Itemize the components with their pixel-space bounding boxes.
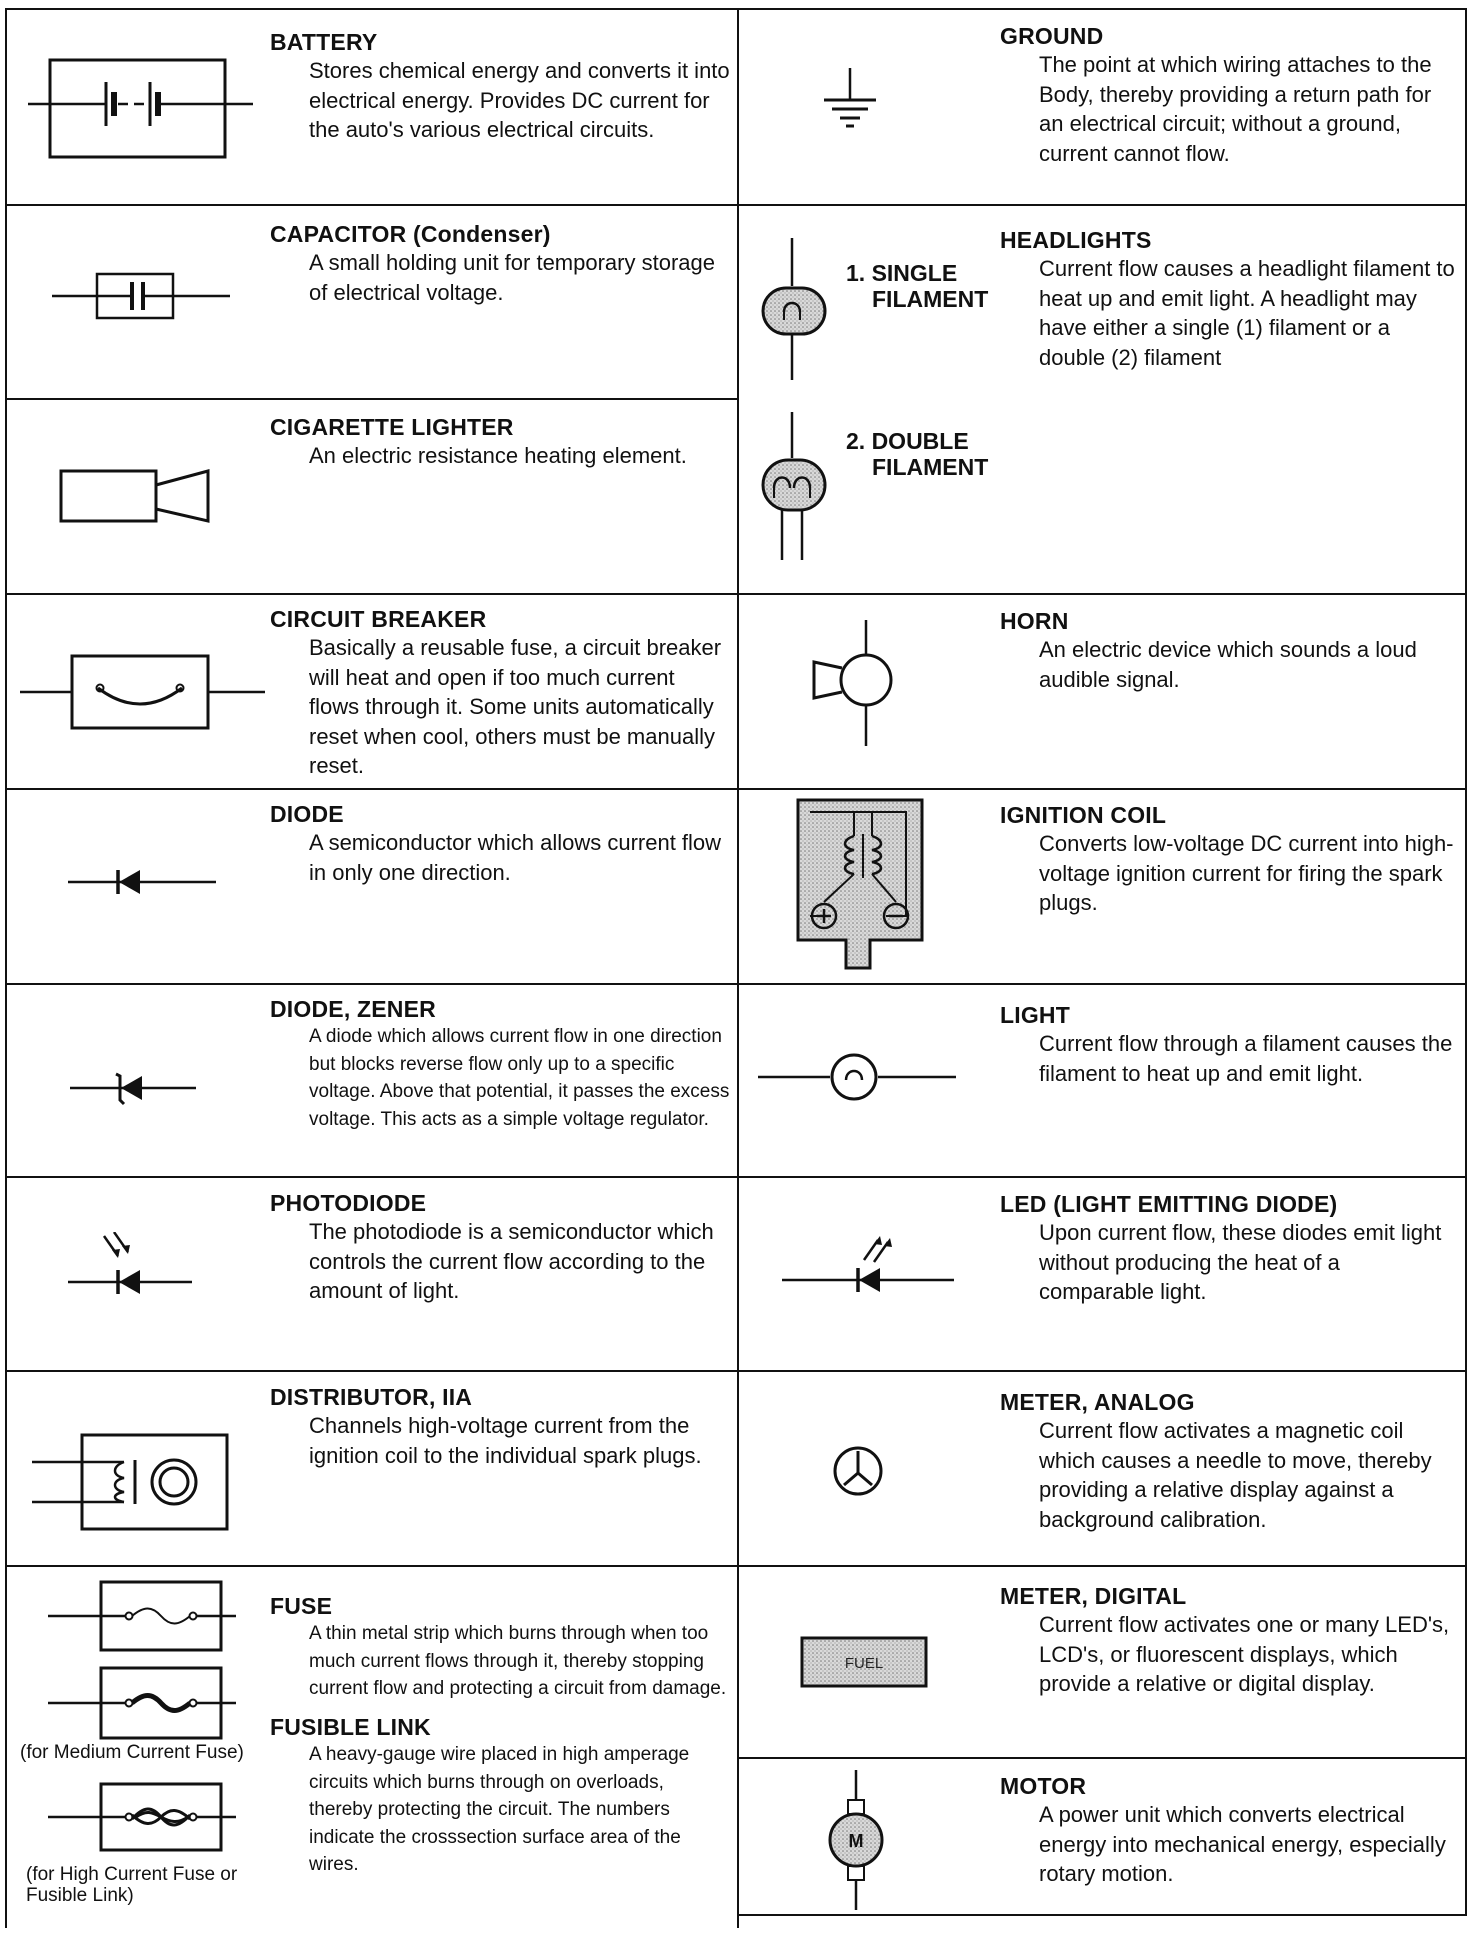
zener-diode-title: DIODE, ZENER — [270, 996, 436, 1022]
digital-meter-symbol — [800, 1636, 928, 1688]
table-top-border — [5, 8, 1467, 10]
photodiode-title: PHOTODIODE — [270, 1190, 427, 1216]
column-divider — [737, 8, 739, 1928]
high-current-fuse-caption — [26, 1864, 237, 1906]
high-current-caption-line-1: (for High Current Fuse or — [26, 1864, 238, 1885]
row-divider — [5, 204, 1467, 206]
diode-entry — [270, 800, 730, 887]
digital-meter-description: Current flow activates one or many LED's, LCD's, or fluorescent displays, which provide a relative or digital display. — [1039, 1612, 1450, 1696]
ground-title: GROUND — [1000, 23, 1104, 49]
analog-meter-title: METER, ANALOG — [1000, 1389, 1195, 1415]
medium-current-fuse-caption: (for Medium Current Fuse) — [20, 1742, 244, 1763]
led-symbol — [782, 1232, 958, 1302]
distributor-entry — [270, 1383, 730, 1470]
light-description: Current flow through a filament causes the filament to heat up and emit light. — [1039, 1031, 1453, 1086]
analog-meter-symbol — [830, 1443, 886, 1499]
fusible-link-title: FUSIBLE LINK — [270, 1714, 431, 1740]
headlights-title: HEADLIGHTS — [1000, 227, 1152, 253]
fuse-description: A thin metal strip which burns through when too much current flows through it, thereby stopping current flow and protecting a circuit from damage. — [309, 1623, 727, 1699]
fusible-link-description: A heavy-gauge wire placed in high amperage circuits which burns through on overloads, thereby protecting the circuit. The numbers indicate the crosssection surface area of the wires. — [309, 1744, 690, 1875]
motor-entry — [1000, 1772, 1458, 1889]
single-filament-label — [846, 260, 988, 312]
analog-meter-description: Current flow activates a magnetic coil which causes a needle to move, thereby providing a relative display against a background calibration. — [1039, 1418, 1432, 1532]
motor-title: MOTOR — [1000, 1773, 1087, 1799]
medium-current-fuse-symbol — [48, 1666, 238, 1740]
row-divider — [5, 398, 739, 400]
ignition-coil-entry — [1000, 801, 1458, 918]
digital-meter-title: METER, DIGITAL — [1000, 1583, 1187, 1609]
circuit-breaker-entry — [270, 605, 730, 781]
double-filament-label-line-1: 2. DOUBLE — [846, 428, 969, 454]
led-description: Upon current flow, these diodes emit light without producing the heat of a comparable light. — [1039, 1220, 1442, 1304]
double-filament-label — [846, 428, 988, 480]
fusible-link-entry — [270, 1713, 730, 1879]
horn-symbol — [808, 620, 898, 748]
battery-entry — [270, 28, 730, 145]
ground-description: The point at which wiring attaches to the Body, thereby providing a return path for an electrical circuit; without a ground, current cannot flow. — [1039, 52, 1432, 166]
capacitor-description: A small holding unit for temporary storage of electrical voltage. — [309, 250, 715, 305]
fuse-entry — [270, 1592, 730, 1703]
light-entry — [1000, 1001, 1458, 1088]
circuit-breaker-symbol — [20, 652, 270, 732]
cigarette-lighter-title: CIGARETTE LIGHTER — [270, 414, 514, 440]
double-filament-headlight-symbol — [758, 412, 830, 562]
digital-meter-display-text: FUEL — [844, 1655, 884, 1672]
led-title: LED (LIGHT EMITTING DIODE) — [1000, 1191, 1338, 1217]
photodiode-symbol — [68, 1232, 198, 1302]
cigarette-lighter-description: An electric resistance heating element. — [309, 443, 687, 468]
digital-meter-entry — [1000, 1582, 1458, 1699]
headlights-description: Current flow causes a headlight filament to heat up and emit light. A headlight may have either a single (1) filament or a double (2) filament — [1039, 256, 1455, 370]
diode-description: A semiconductor which allows current flow in only one direction. — [309, 830, 722, 885]
row-divider — [5, 1565, 1467, 1567]
high-current-caption-line-2: Fusible Link) — [26, 1885, 134, 1906]
horn-entry — [1000, 607, 1458, 694]
battery-title: BATTERY — [270, 29, 378, 55]
row-divider — [5, 1370, 1467, 1372]
distributor-description: Channels high-voltage current from the ignition coil to the individual spark plugs. — [309, 1413, 702, 1468]
table-left-border — [5, 8, 7, 1928]
row-divider — [737, 1757, 1467, 1759]
motor-description: A power unit which converts electrical energy into mechanical energy, especially rotary motion. — [1039, 1802, 1446, 1886]
ignition-coil-symbol — [796, 798, 926, 970]
zener-diode-description: A diode which allows current flow in one direction but blocks reverse flow only up to a specific voltage. Above that potential, it passes the excess voltage. This acts as a simple voltage regulator. — [309, 1026, 730, 1130]
cigarette-lighter-entry — [270, 413, 730, 471]
analog-meter-entry — [1000, 1388, 1458, 1534]
motor-symbol-letter: M — [848, 1831, 864, 1851]
zener-diode-entry — [270, 995, 730, 1133]
ignition-coil-title: IGNITION COIL — [1000, 802, 1167, 828]
single-filament-label-line-1: 1. SINGLE — [846, 260, 958, 286]
light-title: LIGHT — [1000, 1002, 1070, 1028]
table-bottom-border — [737, 1914, 1467, 1916]
led-entry — [1000, 1190, 1458, 1307]
double-filament-label-line-2: FILAMENT — [872, 454, 989, 480]
high-current-fuse-symbol — [48, 1782, 238, 1852]
fuse-title: FUSE — [270, 1593, 333, 1619]
single-filament-label-line-2: FILAMENT — [872, 286, 989, 312]
horn-title: HORN — [1000, 608, 1069, 634]
ground-entry — [1000, 22, 1458, 168]
single-filament-headlight-symbol — [758, 238, 830, 382]
row-divider — [5, 788, 1467, 790]
light-symbol — [758, 1052, 958, 1102]
photodiode-entry — [270, 1189, 730, 1306]
cigarette-lighter-symbol — [58, 465, 213, 525]
diode-symbol — [68, 864, 218, 900]
battery-description: Stores chemical energy and converts it into electrical energy. Provides DC current for the auto's various electrical circuits. — [309, 58, 730, 142]
distributor-symbol — [32, 1432, 232, 1532]
table-right-border — [1465, 8, 1467, 1916]
zener-diode-symbol — [70, 1066, 200, 1110]
ground-symbol — [822, 68, 878, 130]
row-divider — [5, 983, 1467, 985]
circuit-breaker-description: Basically a reusable fuse, a circuit breaker will heat and open if too much current flows through it. Some units automatically reset when cool, others must be manually reset. — [309, 635, 722, 778]
ignition-coil-description: Converts low-voltage DC current into high-voltage ignition current for firing the spark plugs. — [1039, 831, 1454, 915]
capacitor-entry — [270, 220, 730, 307]
headlights-entry — [1000, 226, 1458, 372]
photodiode-description: The photodiode is a semiconductor which controls the current flow according to the amount of light. — [309, 1219, 714, 1303]
distributor-title: DISTRIBUTOR, IIA — [270, 1384, 473, 1410]
row-divider — [5, 593, 1467, 595]
motor-symbol — [826, 1770, 886, 1912]
row-divider — [5, 1176, 1467, 1178]
capacitor-symbol — [52, 270, 232, 320]
battery-symbol — [28, 52, 258, 162]
diode-title: DIODE — [270, 801, 344, 827]
circuit-breaker-title: CIRCUIT BREAKER — [270, 606, 487, 632]
fuse-symbol — [48, 1580, 238, 1652]
capacitor-title: CAPACITOR (Condenser) — [270, 221, 551, 247]
horn-description: An electric device which sounds a loud audible signal. — [1039, 637, 1417, 692]
